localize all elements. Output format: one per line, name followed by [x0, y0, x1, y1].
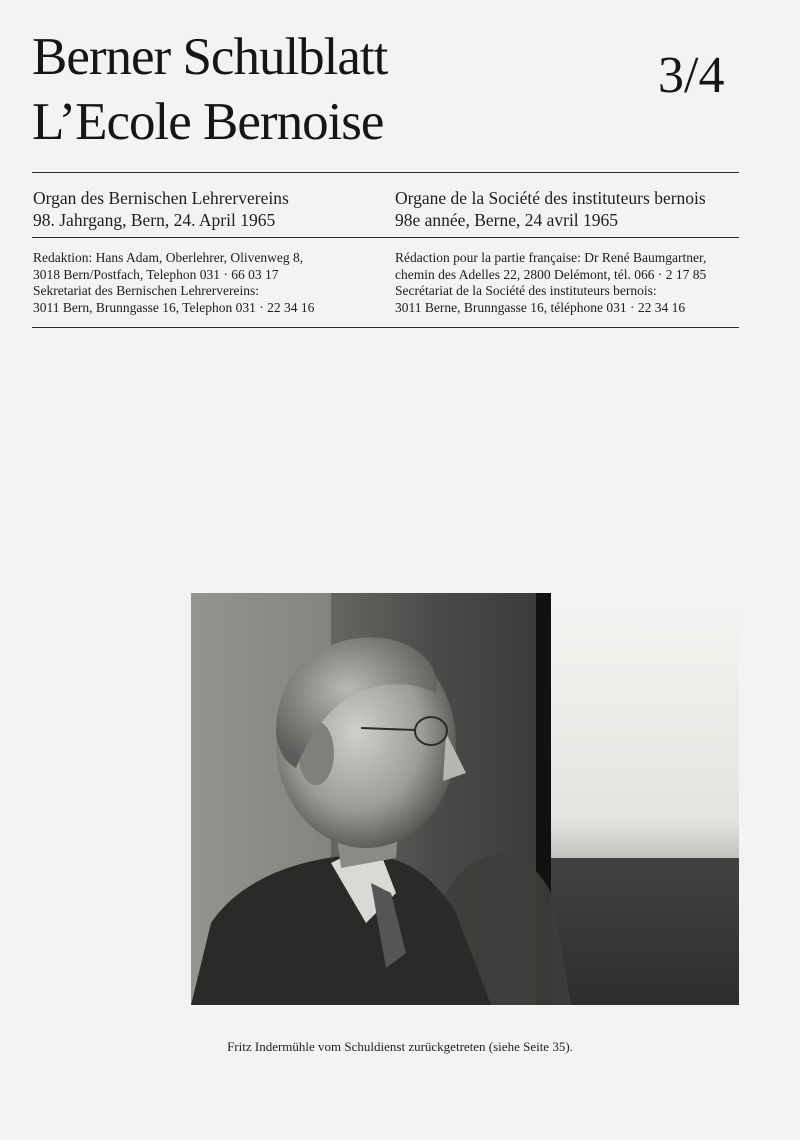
issue-number: 3/4	[658, 47, 725, 104]
editor-line: Redaktion: Hans Adam, Oberlehrer, Olivenweg 8,	[33, 250, 304, 265]
secretariat-line: Secrétariat de la Société des instituteurs bernois:	[395, 283, 657, 298]
contact-block-german	[33, 250, 363, 316]
organ-name-german: Organ des Bernischen Lehrervereins	[33, 188, 289, 208]
photo-caption: Fritz Indermühle vom Schuldienst zurückgetreten (siehe Seite 35).	[227, 1039, 573, 1054]
volume-date-german: 98. Jahrgang, Bern, 24. April 1965	[33, 210, 276, 230]
volume-date-french: 98e année, Berne, 24 avril 1965	[395, 210, 619, 230]
organ-name-french: Organe de la Société des instituteurs bernois	[395, 188, 706, 208]
divider-rule	[32, 172, 739, 173]
secretariat-line: Sekretariat des Bernischen Lehrervereins:	[33, 283, 260, 298]
masthead-title-german: Berner Schulblatt	[32, 28, 388, 86]
secretariat-address-line: 3011 Bern, Brunngasse 16, Telephon 031 · 22 34 16	[33, 299, 315, 315]
editor-address-line: chemin des Adelles 22, 2800 Delémont, tél. 066 · 2 17 85	[395, 266, 707, 282]
divider-rule	[32, 327, 739, 328]
divider-rule	[32, 237, 739, 238]
organ-block-french	[395, 187, 755, 231]
portrait-photo	[191, 593, 739, 1005]
editor-address-line: 3018 Bern/Postfach, Telephon 031 · 66 03 17	[33, 266, 279, 282]
secretariat-address-line: 3011 Berne, Brunngasse 16, téléphone 031 · 22 34 16	[395, 299, 686, 315]
contact-block-french	[395, 250, 755, 316]
masthead-title-french: L’Ecole Bernoise	[32, 93, 384, 151]
organ-block-german	[33, 187, 363, 231]
editor-line: Rédaction pour la partie française: Dr René Baumgartner,	[395, 250, 707, 265]
